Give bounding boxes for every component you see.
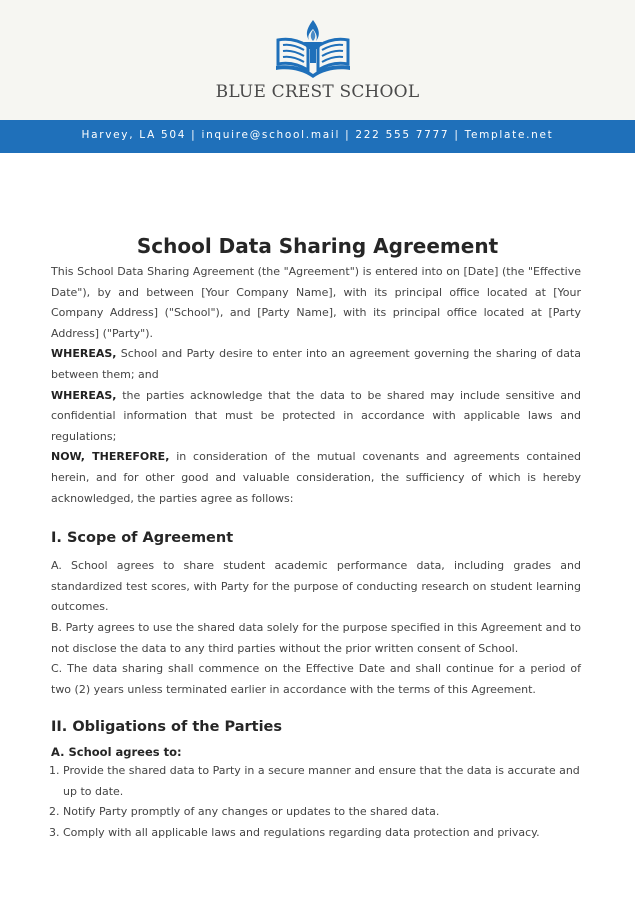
contact-band: Harvey, LA 504 | inquire@school.mail | 222 555 7777 | Template.net	[0, 120, 635, 153]
whereas-clause-2	[51, 386, 581, 448]
section-1-clause-a: A. School agrees to share student academic performance data, including grades and standardized test scores, with Party for the purpose of conducting research on student learning outcomes.	[51, 559, 581, 614]
therefore-clause	[51, 447, 581, 509]
section-2-subheading-a: A. School agrees to:	[51, 745, 182, 760]
section-1-clause-b: B. Party agrees to use the shared data solely for the purpose specified in this Agreement and to not disclose the data to any third parties without the prior written consent of School.	[51, 620, 581, 655]
section-2-heading: II. Obligations of the Parties	[51, 719, 283, 736]
intro-paragraph: This School Data Sharing Agreement (the "Agreement") is entered into on [Date] (the "Effective Date"), by and between [Your Company Name], with its principal office located at [Your Company Address] ("School"), and [Party Name], with its principal office located at [Party Address] ("Party").	[51, 265, 581, 340]
document-body	[51, 262, 581, 844]
list-item: 1. Provide the shared data to Party in a secure manner and ensure that the data is accurate and up to date.	[63, 761, 581, 802]
letterhead	[0, 0, 635, 120]
therefore-text: in consideration of the mutual covenants and agreements contained herein, and for other good and valuable consideration, the sufficiency of which is hereby acknowledged, the parties agree as follows:	[51, 450, 581, 505]
school-obligations-list	[51, 761, 581, 843]
section-1-clause-c: C. The data sharing shall commence on the Effective Date and shall continue for a period of two (2) years unless terminated earlier in accordance with the terms of this Agreement.	[51, 662, 581, 696]
document-title: School Data Sharing Agreement	[136, 234, 499, 258]
therefore-lead: NOW, THEREFORE,	[51, 450, 170, 464]
whereas-clause-1	[51, 344, 581, 385]
whereas-text: School and Party desire to enter into an agreement governing the sharing of data between them; and	[51, 347, 581, 381]
section-1-heading: I. Scope of Agreement	[51, 530, 234, 547]
whereas-lead: WHEREAS,	[51, 347, 117, 361]
list-item: 3. Comply with all applicable laws and regulations regarding data protection and privacy.	[63, 823, 581, 844]
list-item: 2. Notify Party promptly of any changes or updates to the shared data.	[63, 802, 581, 823]
whereas-text: the parties acknowledge that the data to be shared may include sensitive and confidential information that must be protected in accordance with applicable laws and regulations;	[51, 388, 581, 443]
book-torch-logo-icon	[274, 18, 352, 78]
whereas-lead: WHEREAS,	[51, 388, 117, 402]
school-name: BLUE CREST SCHOOL	[215, 82, 420, 102]
